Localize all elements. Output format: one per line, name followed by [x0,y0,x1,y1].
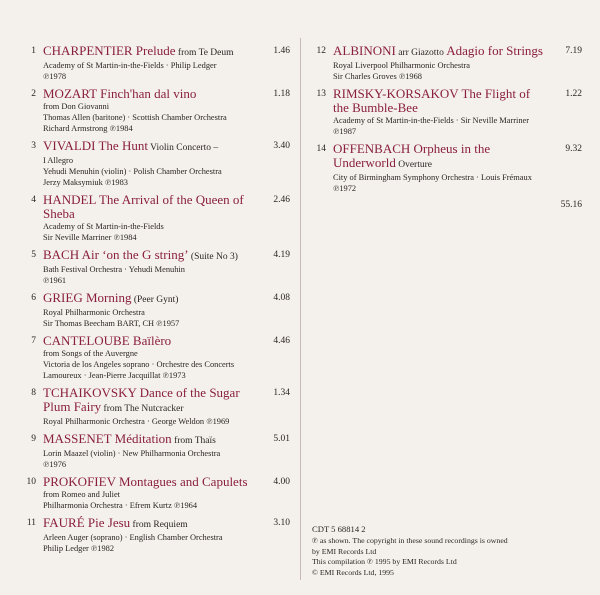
performer-line: Sir Charles Groves ℗1968 [333,72,422,81]
track-duration: 1.18 [273,89,290,99]
track-entry [22,291,290,329]
performer-line: City of Birmingham Symphony Orchestra · Louis Frémaux [333,173,532,182]
track-entry [312,87,582,137]
work-source: from Thaïs [171,436,216,446]
composer-and-work: TCHAIKOVSKY Dance of the Sugar Plum Fairy [43,385,240,414]
track-number: 2 [31,89,36,99]
performer-line: ℗1978 [43,72,67,81]
performer-line: Richard Armstrong ℗1984 [43,124,133,133]
credit-line: This compilation ℗ 1995 by EMI Records Ltd [312,557,457,566]
track-title [43,432,256,448]
track-title [43,516,256,532]
track-number: 3 [31,141,36,151]
performer-line: Arleen Auger (soprano) · English Chamber Orchestra [43,533,223,542]
track-entry [22,139,290,188]
composer-and-work: RIMSKY-KORSAKOV The Flight of the Bumble-Bee [333,86,531,115]
credit-line: by EMI Records Ltd [312,546,377,556]
track-title [43,87,256,101]
track-duration: 4.46 [273,336,290,346]
composer-and-work: CANTELOUBE Baïlèro [43,333,172,348]
track-number: 11 [26,518,36,528]
track-duration: 1.22 [565,89,582,99]
track-entry [22,386,290,427]
track-title [43,475,256,489]
track-number: 6 [31,293,36,303]
track-number: 7 [31,336,36,346]
track-entry [22,87,290,134]
track-title [43,139,256,155]
work-source: (Peer Gynt) [131,295,179,305]
performer-line: Philip Ledger ℗1982 [43,544,115,553]
composer-and-work: BACH Air ‘on the G string’ [43,247,189,262]
track-number: 12 [316,46,326,56]
performer-line: from Don Giovanni [43,102,110,111]
tracklist-left-column [22,44,290,559]
work-source: from Te Deum [175,48,234,58]
composer-and-work: VIVALDI The Hunt [43,138,148,153]
track-title [333,87,548,115]
track-entry [22,516,290,554]
track-title [43,248,256,264]
track-entry [312,44,582,82]
performer-line: ℗1987 [333,127,357,136]
composer-and-work: MOZART Finch'han dal vino [43,86,197,101]
composer-and-work: CHARPENTIER Prelude [43,43,176,58]
performer-line: ℗1976 [43,460,67,469]
composer-and-work: PROKOFIEV Montagues and Capulets [43,474,248,489]
performer-line: from Romeo and Juliet [43,490,120,499]
track-number: 10 [26,477,36,487]
track-entry [22,248,290,286]
track-number: 9 [31,434,36,444]
performer-line: Academy of St Martin-in-the-Fields [43,222,164,231]
work-source: (Suite No 3) [188,252,238,262]
catalog-number: CDT 5 68814 2 [312,524,366,534]
composer-and-work: FAURÉ Pie Jesu [43,515,131,530]
track-duration: 1.34 [273,388,290,398]
composer-and-work: OFFENBACH Orpheus in the Underworld [333,141,491,170]
track-number: 5 [31,250,36,260]
performer-line: Royal Philharmonic Orchestra [43,308,145,317]
track-duration: 4.19 [273,250,290,260]
credit-line: ℗ as shown. The copyright in these sound recordings is owned [312,536,508,545]
track-entry [312,142,582,194]
track-entry [22,44,290,82]
track-title [333,44,548,60]
track-duration: 3.40 [273,141,290,151]
performer-line: Lorin Maazel (violin) · New Philharmonia Orchestra [43,449,221,458]
performer-line: Bath Festival Orchestra · Yehudi Menuhin [43,265,185,274]
track-title [43,386,256,416]
track-title [43,334,256,348]
track-entry [22,193,290,243]
track-title [43,44,256,60]
performer-line: Sir Thomas Beecham BART, CH ℗1957 [43,319,180,328]
work-source: from Requiem [130,520,188,530]
column-divider [300,38,301,580]
track-duration: 9.32 [565,144,582,154]
performer-line: Royal Liverpool Philharmonic Orchestra [333,61,470,70]
composer-and-work: HANDEL The Arrival of the Queen of Sheba [43,192,244,221]
performer-line: Sir Neville Marriner ℗1984 [43,233,137,242]
track-duration: 2.46 [273,195,290,205]
track-number: 8 [31,388,36,398]
tracklist-right-column [312,44,582,210]
performer-line: Philharmonia Orchestra · Efrem Kurtz ℗1964 [43,501,198,510]
performer-line: Jerzy Maksymiuk ℗1983 [43,178,128,187]
track-title [43,291,256,307]
work-source: from The Nutcracker [101,404,184,414]
performer-line: ℗1961 [43,276,67,285]
composer-and-work: ALBINONI [333,43,396,58]
performer-line: ℗1972 [333,184,357,193]
track-number: 1 [31,46,36,56]
credits-block [312,524,582,578]
performer-line: Yehudi Menuhin (violin) · Polish Chamber Orchestra [43,167,222,176]
performer-line: Academy of St Martin-in-the-Fields · Sir Neville Marriner [333,116,530,125]
track-entry [22,475,290,511]
track-duration: 7.19 [565,46,582,56]
track-title [333,142,548,172]
track-entry [22,432,290,470]
credit-line: © EMI Records Ltd, 1995 [312,567,394,577]
composer-and-work: GRIEG Morning [43,290,132,305]
track-entry [22,334,290,381]
track-title [43,193,256,221]
performer-line: I Allegro [43,156,74,165]
track-duration: 5.01 [273,434,290,444]
performer-line: Royal Philharmonic Orchestra · George Weldon ℗1969 [43,417,230,426]
track-number: 13 [316,89,326,99]
work-source: Violin Concerto – [147,143,219,153]
track-number: 14 [316,144,326,154]
track-duration: 4.08 [273,293,290,303]
performer-line: Thomas Allen (baritone) · Scottish Chamber Orchestra [43,113,227,122]
performer-line: Academy of St Martin-in-the-Fields · Philip Ledger [43,61,217,70]
track-duration: 3.10 [273,518,290,528]
performer-line: Victoria de los Angeles soprano · Orchestre des Concerts [43,360,235,369]
total-duration: 55.16 [560,200,582,210]
composer-and-work: MASSENET Méditation [43,431,172,446]
work-source: arr Giazotto [395,48,447,58]
performer-line: from Songs of the Auvergne [43,349,138,358]
track-duration: 4.00 [273,477,290,487]
track-number: 4 [31,195,36,205]
work-title: Adagio for Strings [446,43,543,58]
work-source: Overture [395,160,432,170]
track-duration: 1.46 [273,46,290,56]
performer-line: Lamoureux · Jean-Pierre Jacquillat ℗1973 [43,371,186,380]
